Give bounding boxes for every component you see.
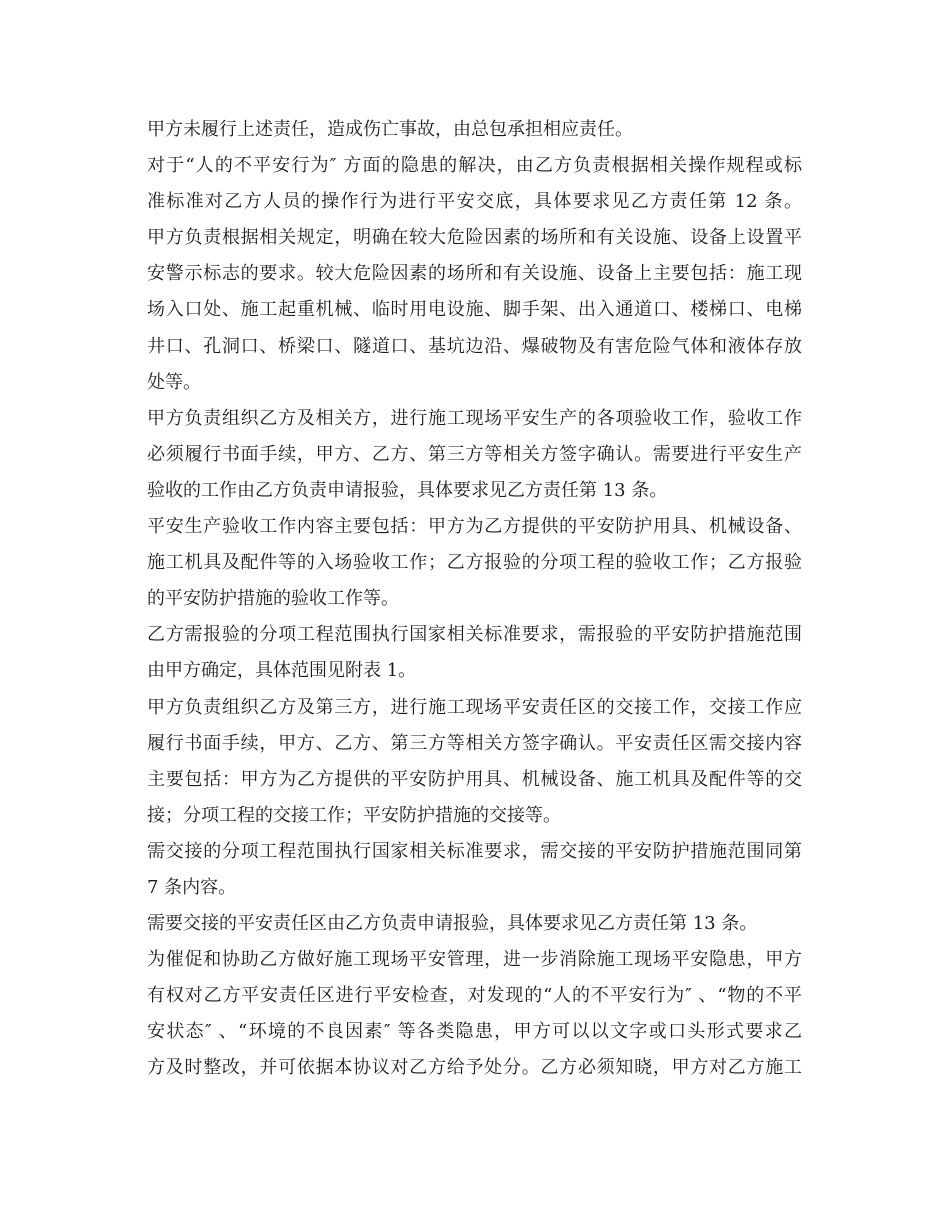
text-line: 处等。 <box>147 371 201 393</box>
text-line: 方及时整改，并可依据本协议对乙方给予处分。乙方必须知晓，甲方对乙方施工 <box>147 1057 802 1079</box>
text-line: 有权对乙方平安责任区进行平安检查，对发现的“人的不平安行为″ 、“物的不平 <box>147 985 802 1007</box>
body-text <box>147 112 802 1087</box>
text-line: 井口、孔洞口、桥梁口、隧道口、基坑边沿、爆破物及有害危险气体和液体存放 <box>147 335 802 357</box>
text-line: 接；分项工程的交接工作；平安防护措施的交接等。 <box>147 804 561 826</box>
text-line: 甲方负责根据相关规定，明确在较大危险因素的场所和有关设施、设备上设置平 <box>147 227 802 249</box>
text-line: 主要包括：甲方为乙方提供的平安防护用具、机械设备、施工机具及配件等的交 <box>147 768 802 790</box>
text-line: 场入口处、施工起重机械、临时用电设施、脚手架、出入通道口、楼梯口、电梯 <box>147 299 802 321</box>
text-line: 验收的工作由乙方负责申请报验，具体要求见乙方责任第 13 条。 <box>147 479 668 501</box>
text-line: 的平安防护措施的验收工作等。 <box>147 588 399 610</box>
text-line: 必须履行书面手续，甲方、乙方、第三方等相关方签字确认。需要进行平安生产 <box>147 443 802 465</box>
text-line: 安状态″ 、“环境的不良因素″ 等各类隐患，甲方可以以文字或口头形式要求乙 <box>147 1021 802 1043</box>
text-line: 履行书面手续，甲方、乙方、第三方等相关方签字确认。平安责任区需交接内容 <box>147 732 802 754</box>
text-line: 安警示标志的要求。较大危险因素的场所和有关设施、设备上主要包括：施工现 <box>147 263 802 285</box>
text-line: 平安生产验收工作内容主要包括：甲方为乙方提供的平安防护用具、机械设备、 <box>147 516 802 538</box>
text-line: 施工机具及配件等的入场验收工作；乙方报验的分项工程的验收工作；乙方报验 <box>147 552 802 574</box>
text-line: 由甲方确定，具体范围见附表 1。 <box>147 660 417 682</box>
text-line: 甲方负责组织乙方及第三方，进行施工现场平安责任区的交接工作，交接工作应 <box>147 696 802 718</box>
text-line: 需要交接的平安责任区由乙方负责申请报验，具体要求见乙方责任第 13 条。 <box>147 913 758 935</box>
text-line: 甲方未履行上述责任，造成伤亡事故，由总包承担相应责任。 <box>147 119 633 140</box>
text-line: 7 条内容。 <box>147 876 237 898</box>
text-line: 为催促和协助乙方做好施工现场平安管理，进一步消除施工现场平安隐患，甲方 <box>147 949 802 971</box>
text-line: 需交接的分项工程范围执行国家相关标准要求，需交接的平安防护措施范围同第 <box>147 840 802 862</box>
text-line: 甲方负责组织乙方及相关方，进行施工现场平安生产的各项验收工作，验收工作 <box>147 407 802 429</box>
text-line: 乙方需报验的分项工程范围执行国家相关标准要求，需报验的平安防护措施范围 <box>147 624 802 646</box>
text-line: 对于“人的不平安行为″ 方面的隐患的解决，由乙方负责根据相关操作规程或标 <box>147 155 802 177</box>
text-line: 准标准对乙方人员的操作行为进行平安交底，具体要求见乙方责任第 12 条。 <box>147 191 802 213</box>
